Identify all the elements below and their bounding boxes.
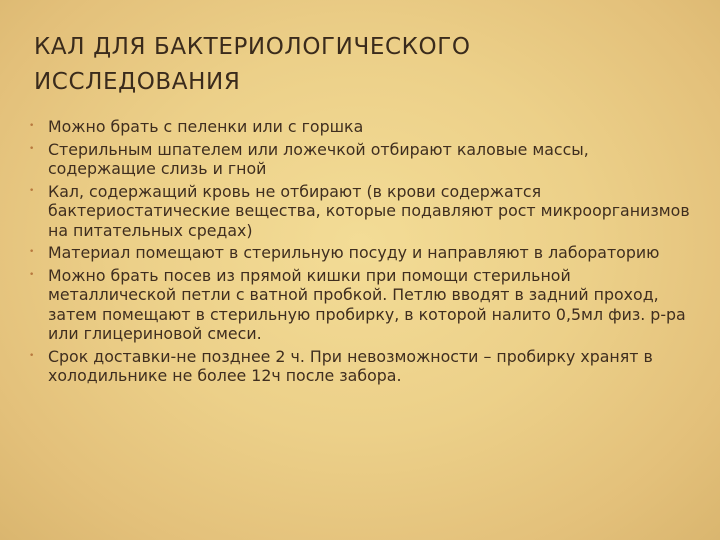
bullet-item [30, 266, 696, 344]
bullet-icon: • [29, 185, 35, 196]
bullet-item [30, 117, 696, 137]
bullet-text: Материал помещают в стерильную посуду и направляют в лабораторию [48, 243, 660, 262]
bullet-icon: • [29, 143, 35, 154]
bullet-icon: • [29, 269, 35, 280]
bullet-text: Можно брать посев из прямой кишки при помощи стерильной металлической петли с ватной пробкой. Петлю вводят в задний проход, затем помещают в стерильную пробирку, в которой налито 0,5мл физ. р-ра или глицериновой смеси. [48, 265, 686, 343]
bullet-icon: • [29, 350, 35, 361]
bullet-item [30, 140, 696, 179]
bullet-text: Кал, содержащий кровь не отбирают (в крови содержатся бактериостатические вещества, которые подавляют рост микроорганизмов на питательных средах) [48, 181, 690, 240]
bullet-item [30, 243, 696, 263]
bullet-text: Можно брать с пеленки или с горшка [48, 117, 364, 136]
bullet-item [30, 347, 696, 386]
bullet-icon: • [29, 121, 35, 131]
bullet-text: Срок доставки-не позднее 2 ч. При невозможности – пробирку хранят в холодильнике не более 12ч после забора. [48, 346, 653, 385]
slide-title: КАЛ ДЛЯ БАКТЕРИОЛОГИЧЕСКОГО ИССЛЕДОВАНИЯ [34, 34, 471, 95]
bullet-text: Стерильным шпателем или ложечкой отбирают каловые массы, содержащие слизь и гной [48, 139, 589, 178]
bullet-icon: • [29, 247, 35, 257]
bullet-list [30, 117, 696, 389]
bullet-item [30, 182, 696, 241]
